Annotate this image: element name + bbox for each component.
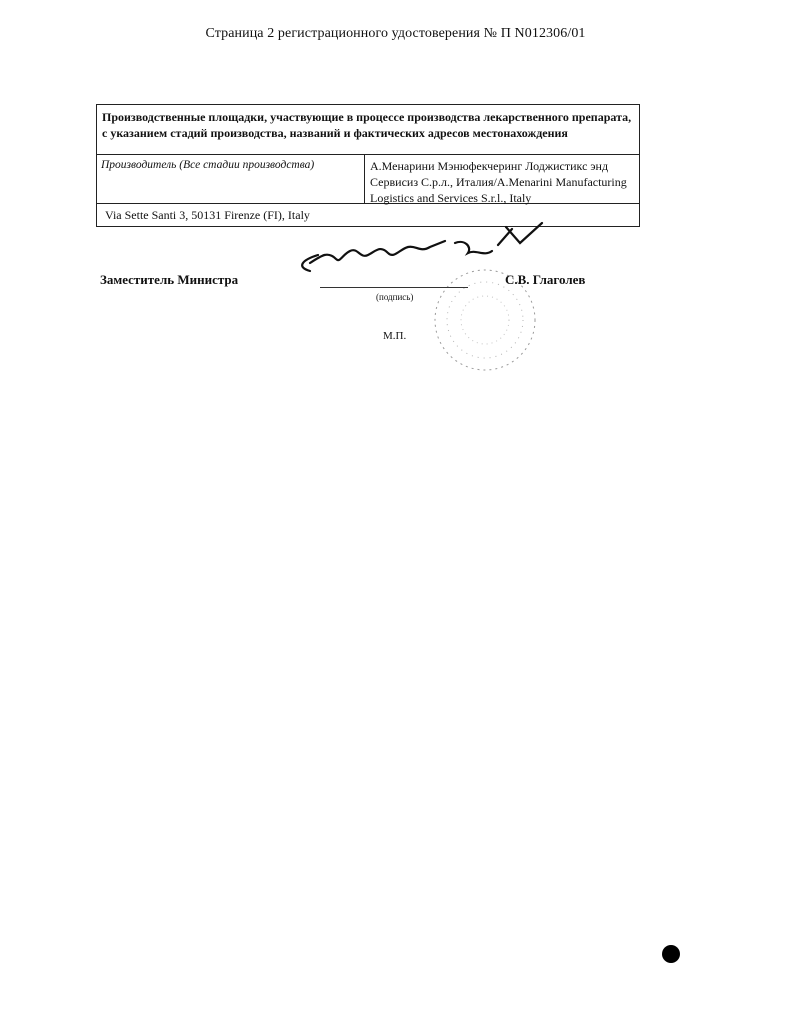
signatory-title: Заместитель Министра <box>100 272 239 287</box>
manufacturer-name-en: A.Menarini Manufacturing Logistics and Services S.r.l., Italy <box>370 175 627 205</box>
signature-line <box>320 287 468 288</box>
manufacturer-address: Via Sette Santi 3, 50131 Firenze (FI), Italy <box>105 208 310 222</box>
manufacturer-row <box>97 155 639 204</box>
signature-caption: (подпись) <box>376 292 414 302</box>
manufacturer-name <box>365 155 639 203</box>
table-heading: Производственные площадки, участвующие в процессе производства лекарственного препарата, с указанием стадий производства, названий и фактических адресов местонахождения <box>97 105 639 155</box>
manufacturing-sites-table <box>96 104 640 227</box>
manufacturer-role: Производитель (Все стадии производства) <box>97 155 365 203</box>
signatory-name: С.В. Глаголев <box>505 272 586 287</box>
seal-label: М.П. <box>383 330 407 342</box>
page-mark-dot <box>662 945 680 963</box>
page-header: Страница 2 регистрационного удостоверения № П N012306/01 <box>205 26 586 41</box>
manufacturer-name-ru: А.Менарини Мэнюфекчеринг Лоджистикс энд Сервисиз С.р.л., Италия/ <box>370 159 609 189</box>
